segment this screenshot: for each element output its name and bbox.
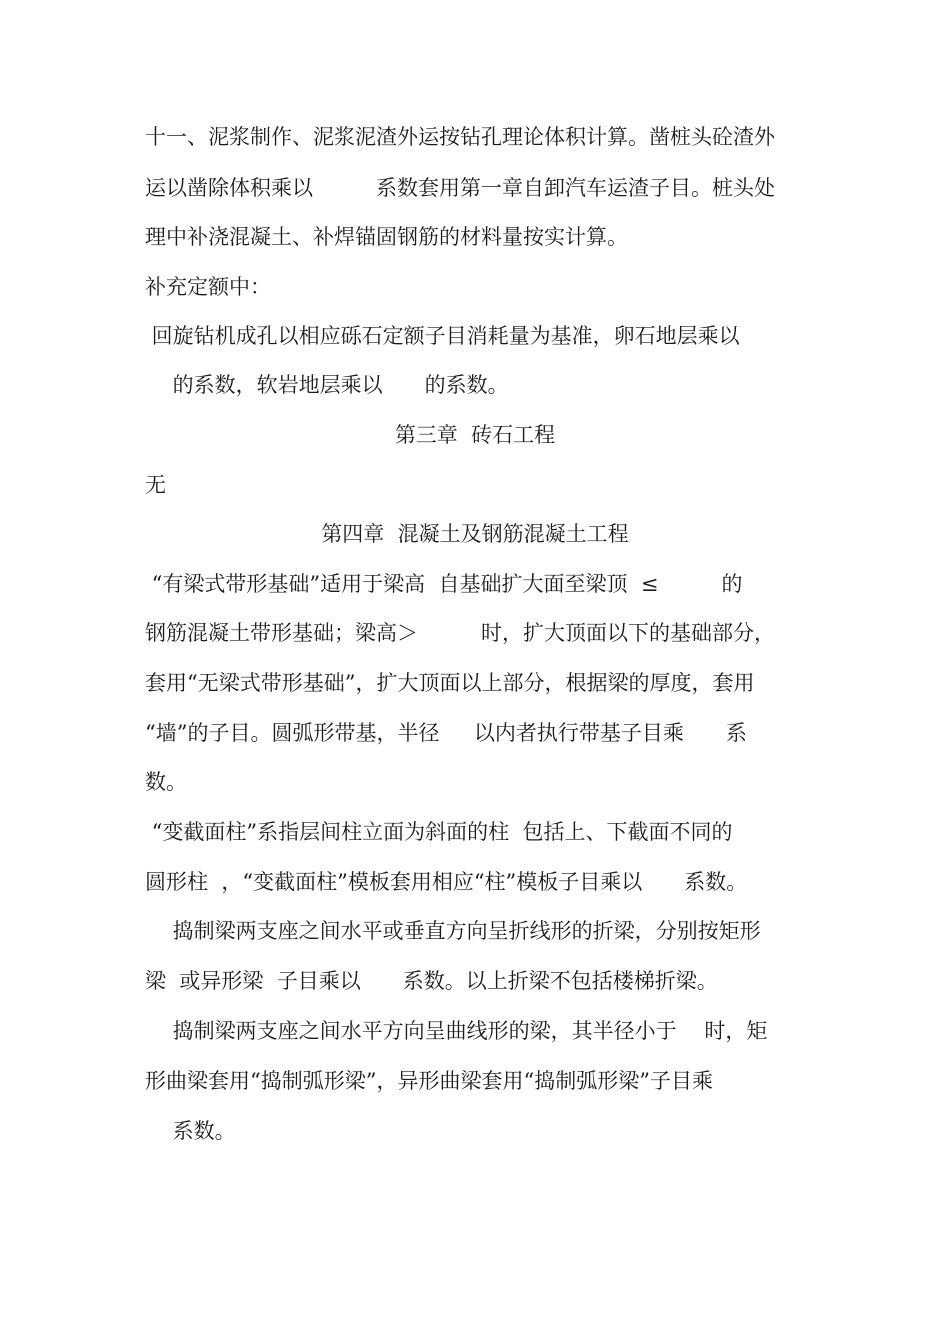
text-line-16: 圆形柱 ，“变截面柱”模板套用相应“柱”模板子目乘以 系数。 — [145, 870, 748, 894]
text-line-8: 无 — [145, 473, 166, 497]
text-line-10: “有梁式带形基础”适用于梁高 自基础扩大面至梁顶 ≤ 的 — [145, 572, 743, 596]
text-line-20: 形曲梁套用“捣制弧形梁”，异形曲梁套用“捣制弧形梁”子目乘 — [145, 1069, 713, 1093]
chapter-4-heading: 第四章 混凝土及钢筋混凝土工程 — [321, 522, 629, 546]
text-line-14: 数。 — [145, 770, 187, 794]
text-line-17: 捣制梁两支座之间水平或垂直方向呈折线形的折梁，分别按矩形 — [145, 919, 761, 943]
chapter-3-heading: 第三章 砖石工程 — [394, 423, 556, 447]
text-line-13: “墙”的子目。圆弧形带基，半径 以内者执行带基子目乘 系 — [145, 721, 747, 745]
text-line-5: 回旋钻机成孔以相应砾石定额子目消耗量为基准，卵石地层乘以 — [145, 324, 740, 348]
text-line-3: 理中补浇混凝土、补焊锚固钢筋的材料量按实计算。 — [145, 225, 628, 249]
text-line-4: 补充定额中： — [145, 275, 271, 299]
text-line-19: 捣制梁两支座之间水平方向呈曲线形的梁，其半径小于 时，矩 — [145, 1019, 768, 1043]
text-line-18: 梁 或异形梁 子目乘以 系数。以上折梁不包括楼梯折梁。 — [145, 969, 718, 993]
text-line-12: 套用“无梁式带形基础”，扩大顶面以上部分，根据梁的厚度，套用 — [145, 671, 755, 695]
text-line-1: 十一、泥浆制作、泥浆泥渣外运按钻孔理论体积计算。凿桩头砼渣外 — [145, 125, 775, 149]
text-line-15: “变截面柱”系指层间柱立面为斜面的柱 包括上、下截面不同的 — [145, 820, 733, 844]
text-line-6: 的系数，软岩地层乘以 的系数。 — [145, 373, 509, 397]
text-line-2: 运以凿除体积乘以 系数套用第一章自卸汽车运渣子目。桩头处 — [145, 176, 775, 200]
text-line-21: 系数。 — [145, 1119, 236, 1143]
text-line-11: 钢筋混凝土带形基础；梁高＞ 时，扩大顶面以下的基础部分， — [145, 621, 775, 645]
